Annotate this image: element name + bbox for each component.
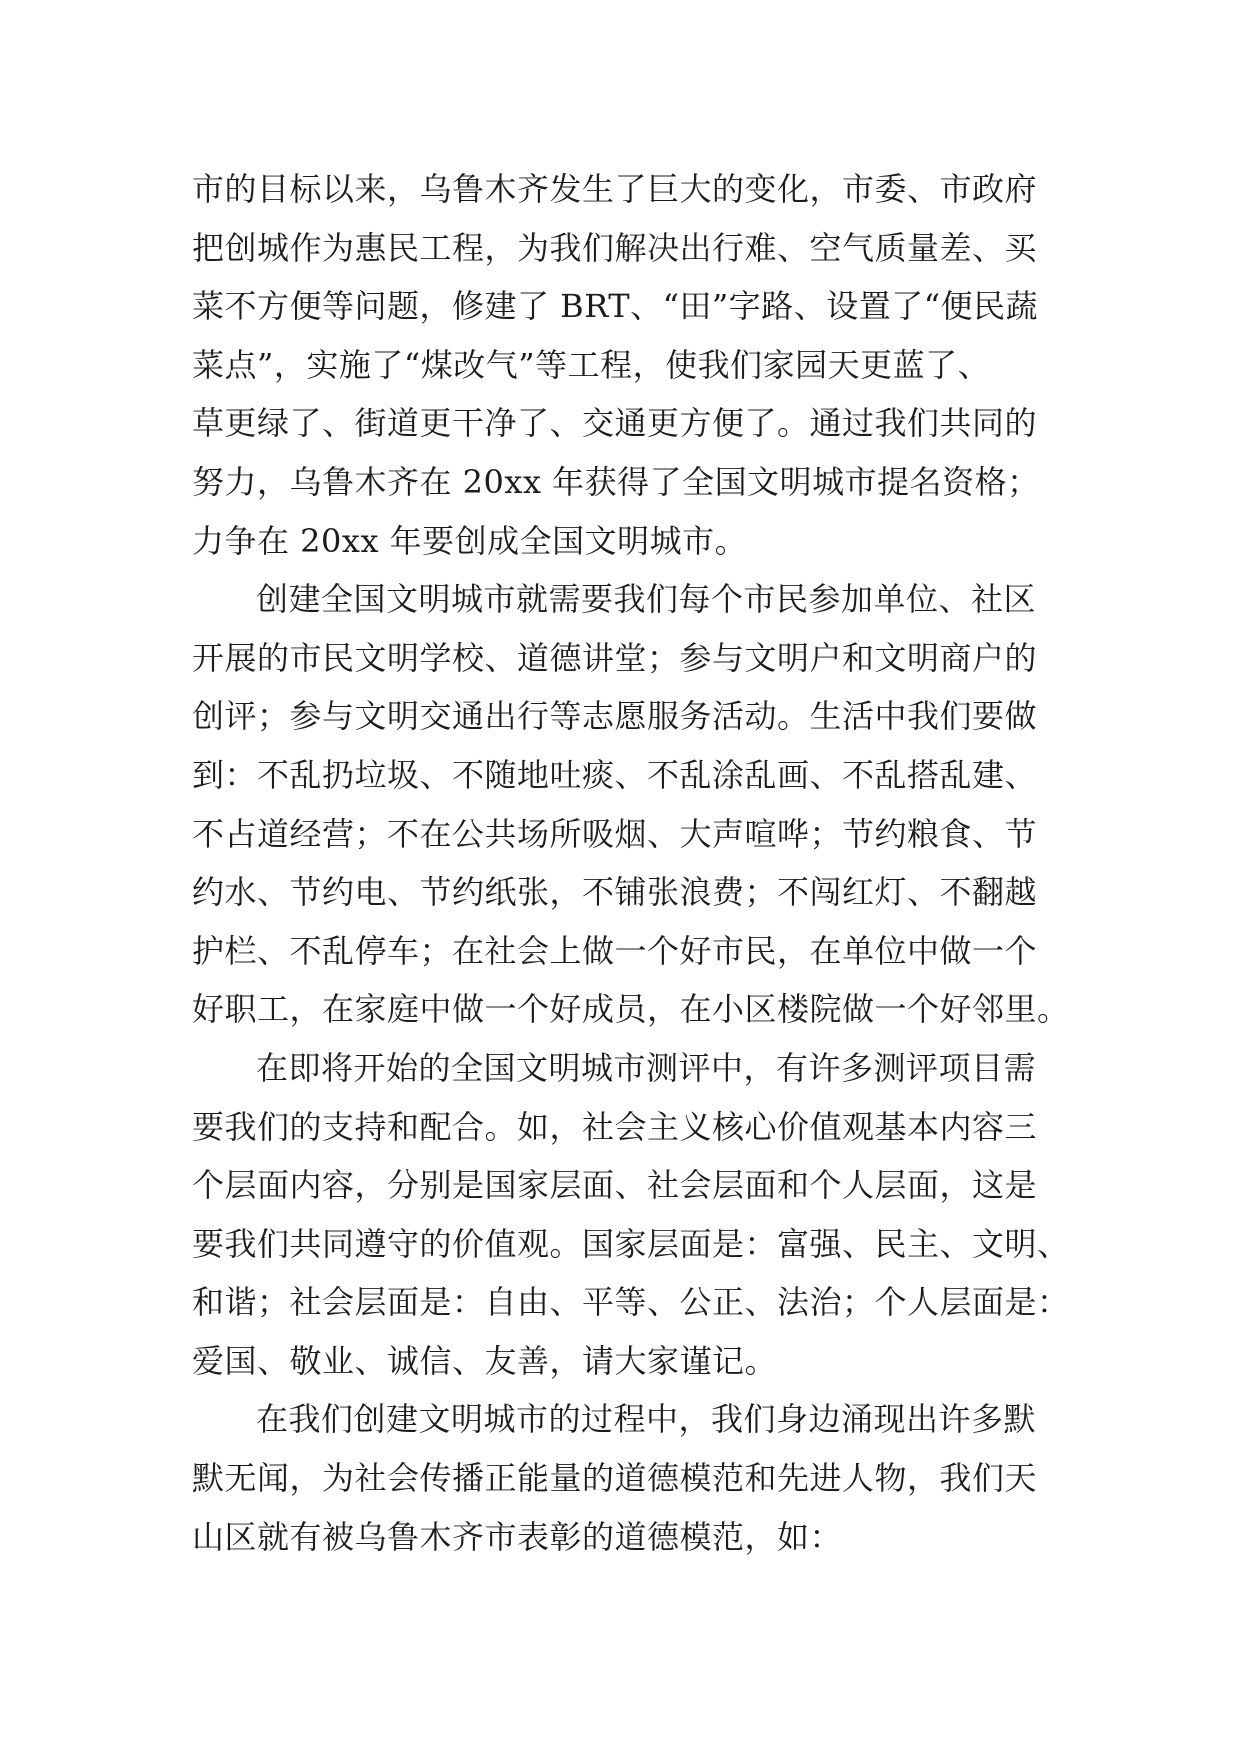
text-line: 好职工，在家庭中做一个好成员，在小区楼院做一个好邻里。 bbox=[192, 990, 1070, 1029]
text-line: 要我们共同遵守的价值观。国家层面是：富强、民主、文明、 bbox=[192, 1224, 1070, 1263]
text-line: 不占道经营；不在公共场所吸烟、大声喧哗；节约粮食、节 bbox=[192, 814, 1038, 853]
text-line: 护栏、不乱停车；在社会上做一个好市民，在单位中做一个 bbox=[192, 931, 1038, 970]
text-line: 创建全国文明城市就需要我们每个市民参加单位、社区 bbox=[256, 580, 1037, 619]
text-line: 山区就有被乌鲁木齐市表彰的道德模范，如： bbox=[192, 1517, 843, 1556]
paragraph bbox=[192, 1390, 1068, 1566]
document-body bbox=[192, 160, 1068, 1566]
text-line: 爱国、敬业、诚信、友善，请大家谨记。 bbox=[192, 1341, 778, 1380]
text-line: 把创城作为惠民工程，为我们解决出行难、空气质量差、买 bbox=[192, 228, 1038, 267]
text-line: 市的目标以来，乌鲁木齐发生了巨大的变化，市委、市政府 bbox=[192, 170, 1038, 208]
text-line: 菜不方便等问题，修建了 BRT、“田”字路、设置了“便民蔬 bbox=[192, 287, 1039, 326]
text-line: 努力，乌鲁木齐在 20xx 年获得了全国文明城市提名资格； bbox=[192, 462, 1040, 501]
text-line: 在即将开始的全国文明城市测评中，有许多测评项目需 bbox=[256, 1048, 1037, 1087]
paragraph bbox=[192, 570, 1068, 1039]
text-line: 到：不乱扔垃圾、不随地吐痰、不乱涂乱画、不乱搭乱建、 bbox=[192, 755, 1038, 794]
text-line: 约水、节约电、节约纸张，不铺张浪费；不闯红灯、不翻越 bbox=[192, 873, 1038, 912]
text-line: 和谐；社会层面是：自由、平等、公正、法治；个人层面是： bbox=[192, 1283, 1070, 1322]
text-line: 草更绿了、街道更干净了、交通更方便了。通过我们共同的 bbox=[192, 404, 1038, 443]
text-line: 开展的市民文明学校、道德讲堂；参与文明户和文明商户的 bbox=[192, 638, 1038, 677]
paragraph bbox=[192, 160, 1068, 570]
text-line: 要我们的支持和配合。如，社会主义核心价值观基本内容三 bbox=[192, 1107, 1038, 1146]
text-line: 菜点”，实施了“煤改气”等工程，使我们家园天更蓝了、 bbox=[192, 345, 991, 384]
text-line: 默无闻，为社会传播正能量的道德模范和先进人物，我们天 bbox=[192, 1459, 1038, 1498]
text-line: 力争在 20xx 年要创成全国文明城市。 bbox=[192, 521, 748, 560]
text-line: 在我们创建文明城市的过程中，我们身边涌现出许多默 bbox=[256, 1400, 1037, 1439]
text-line: 创评；参与文明交通出行等志愿服务活动。生活中我们要做 bbox=[192, 697, 1038, 736]
text-line: 个层面内容，分别是国家层面、社会层面和个人层面，这是 bbox=[192, 1166, 1038, 1205]
paragraph bbox=[192, 1039, 1068, 1391]
